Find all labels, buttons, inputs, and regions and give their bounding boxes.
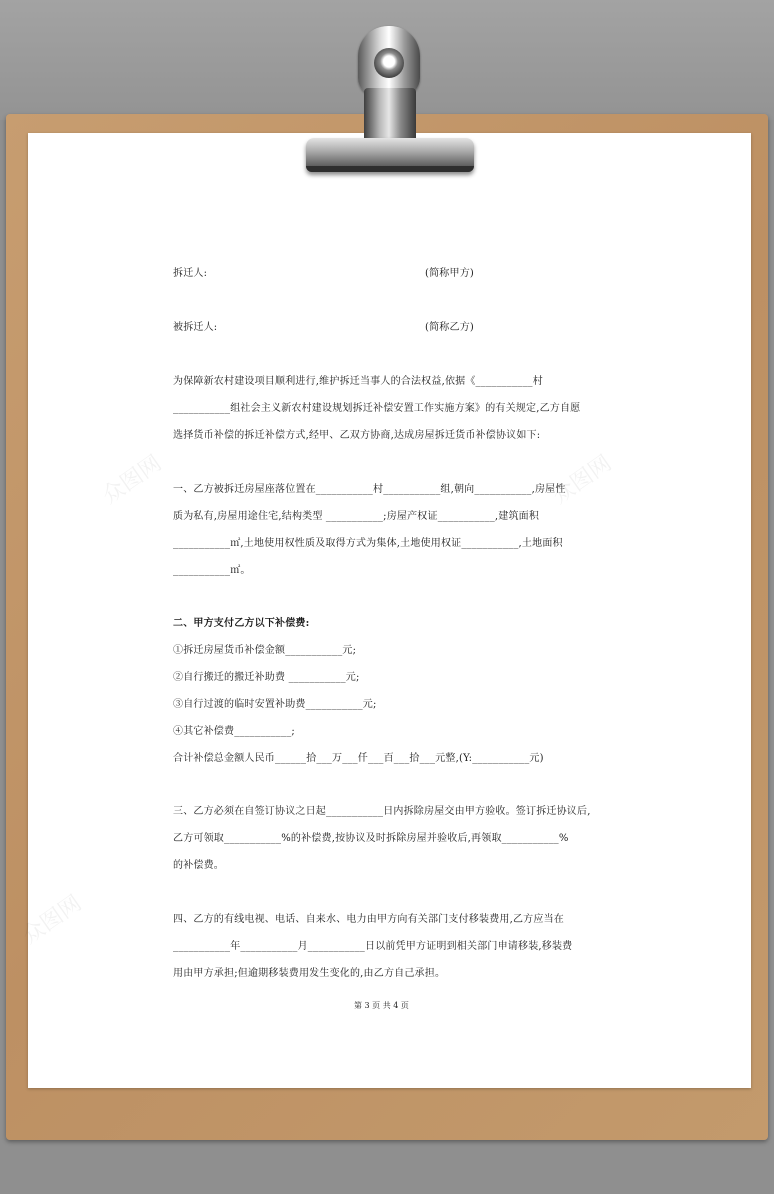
section3-line: 三、乙方必须在自签订协议之日起___________日内拆除房屋交由甲方验收。签订拆迁协议后, <box>173 806 591 817</box>
compensation-total: 合计补偿总金额人民币______拾___万___仟___百___拾___元整,(Y:___________元) <box>173 753 544 764</box>
watermark: 众图网 <box>17 890 87 950</box>
compensation-item: ①拆迁房屋货币补偿金额___________元; <box>173 645 357 656</box>
clip-ring <box>358 26 420 96</box>
watermark: 众图网 <box>97 450 167 510</box>
section4-line: 四、乙方的有线电视、电话、自来水、电力由甲方向有关部门支付移装费用,乙方应当在 <box>173 914 564 925</box>
binder-clip <box>300 26 480 176</box>
intro-line: 为保障新农村建设项目顺利进行,维护拆迁当事人的合法权益,依据《___________村 <box>173 376 543 387</box>
demolished-abbr: (简称乙方) <box>425 322 475 333</box>
section1-line: 质为私有,房屋用途住宅,结构类型 ___________;房屋产权证___________,建筑面积 <box>173 511 540 522</box>
compensation-item: ④其它补偿费___________; <box>173 726 295 737</box>
intro-line: 选择货币补偿的拆迁补偿方式,经甲、乙双方协商,达成房屋拆迁货币补偿协议如下: <box>173 430 541 441</box>
intro-line: ___________组社会主义新农村建设规划拆迁补偿安置工作实施方案》的有关规定,乙方自愿 <box>173 403 581 414</box>
section1-line: ___________㎡,土地使用权性质及取得方式为集体,土地使用权证___________,土地面积 <box>173 538 563 549</box>
page-number: 第 3 页 共 4 页 <box>354 1001 409 1010</box>
demolisher-abbr: (简称甲方) <box>425 268 475 279</box>
section1-line: 一、乙方被拆迁房屋座落位置在___________村___________组,朝向___________,房屋性 <box>173 484 566 495</box>
section1-line: ___________㎡。 <box>173 565 251 576</box>
watermark: 众图网 <box>547 450 617 510</box>
section3-line: 乙方可领取___________%的补偿费,按协议及时拆除房屋并验收后,再领取___________% <box>173 833 569 844</box>
demolished-label: 被拆迁人: <box>173 322 218 333</box>
compensation-item: ③自行过渡的临时安置补助费___________元; <box>173 699 377 710</box>
section4-line: 用由甲方承担;但逾期移装费用发生变化的,由乙方自己承担。 <box>173 968 446 979</box>
demolisher-label: 拆迁人: <box>173 268 208 279</box>
section4-line: ___________年___________月___________日以前凭甲方证明到相关部门申请移装,移装费 <box>173 941 573 952</box>
section3-line: 的补偿费。 <box>173 860 224 871</box>
compensation-item: ②自行搬迁的搬迁补助费 ___________元; <box>173 672 360 683</box>
section2-title: 二、甲方支付乙方以下补偿费: <box>173 618 310 629</box>
